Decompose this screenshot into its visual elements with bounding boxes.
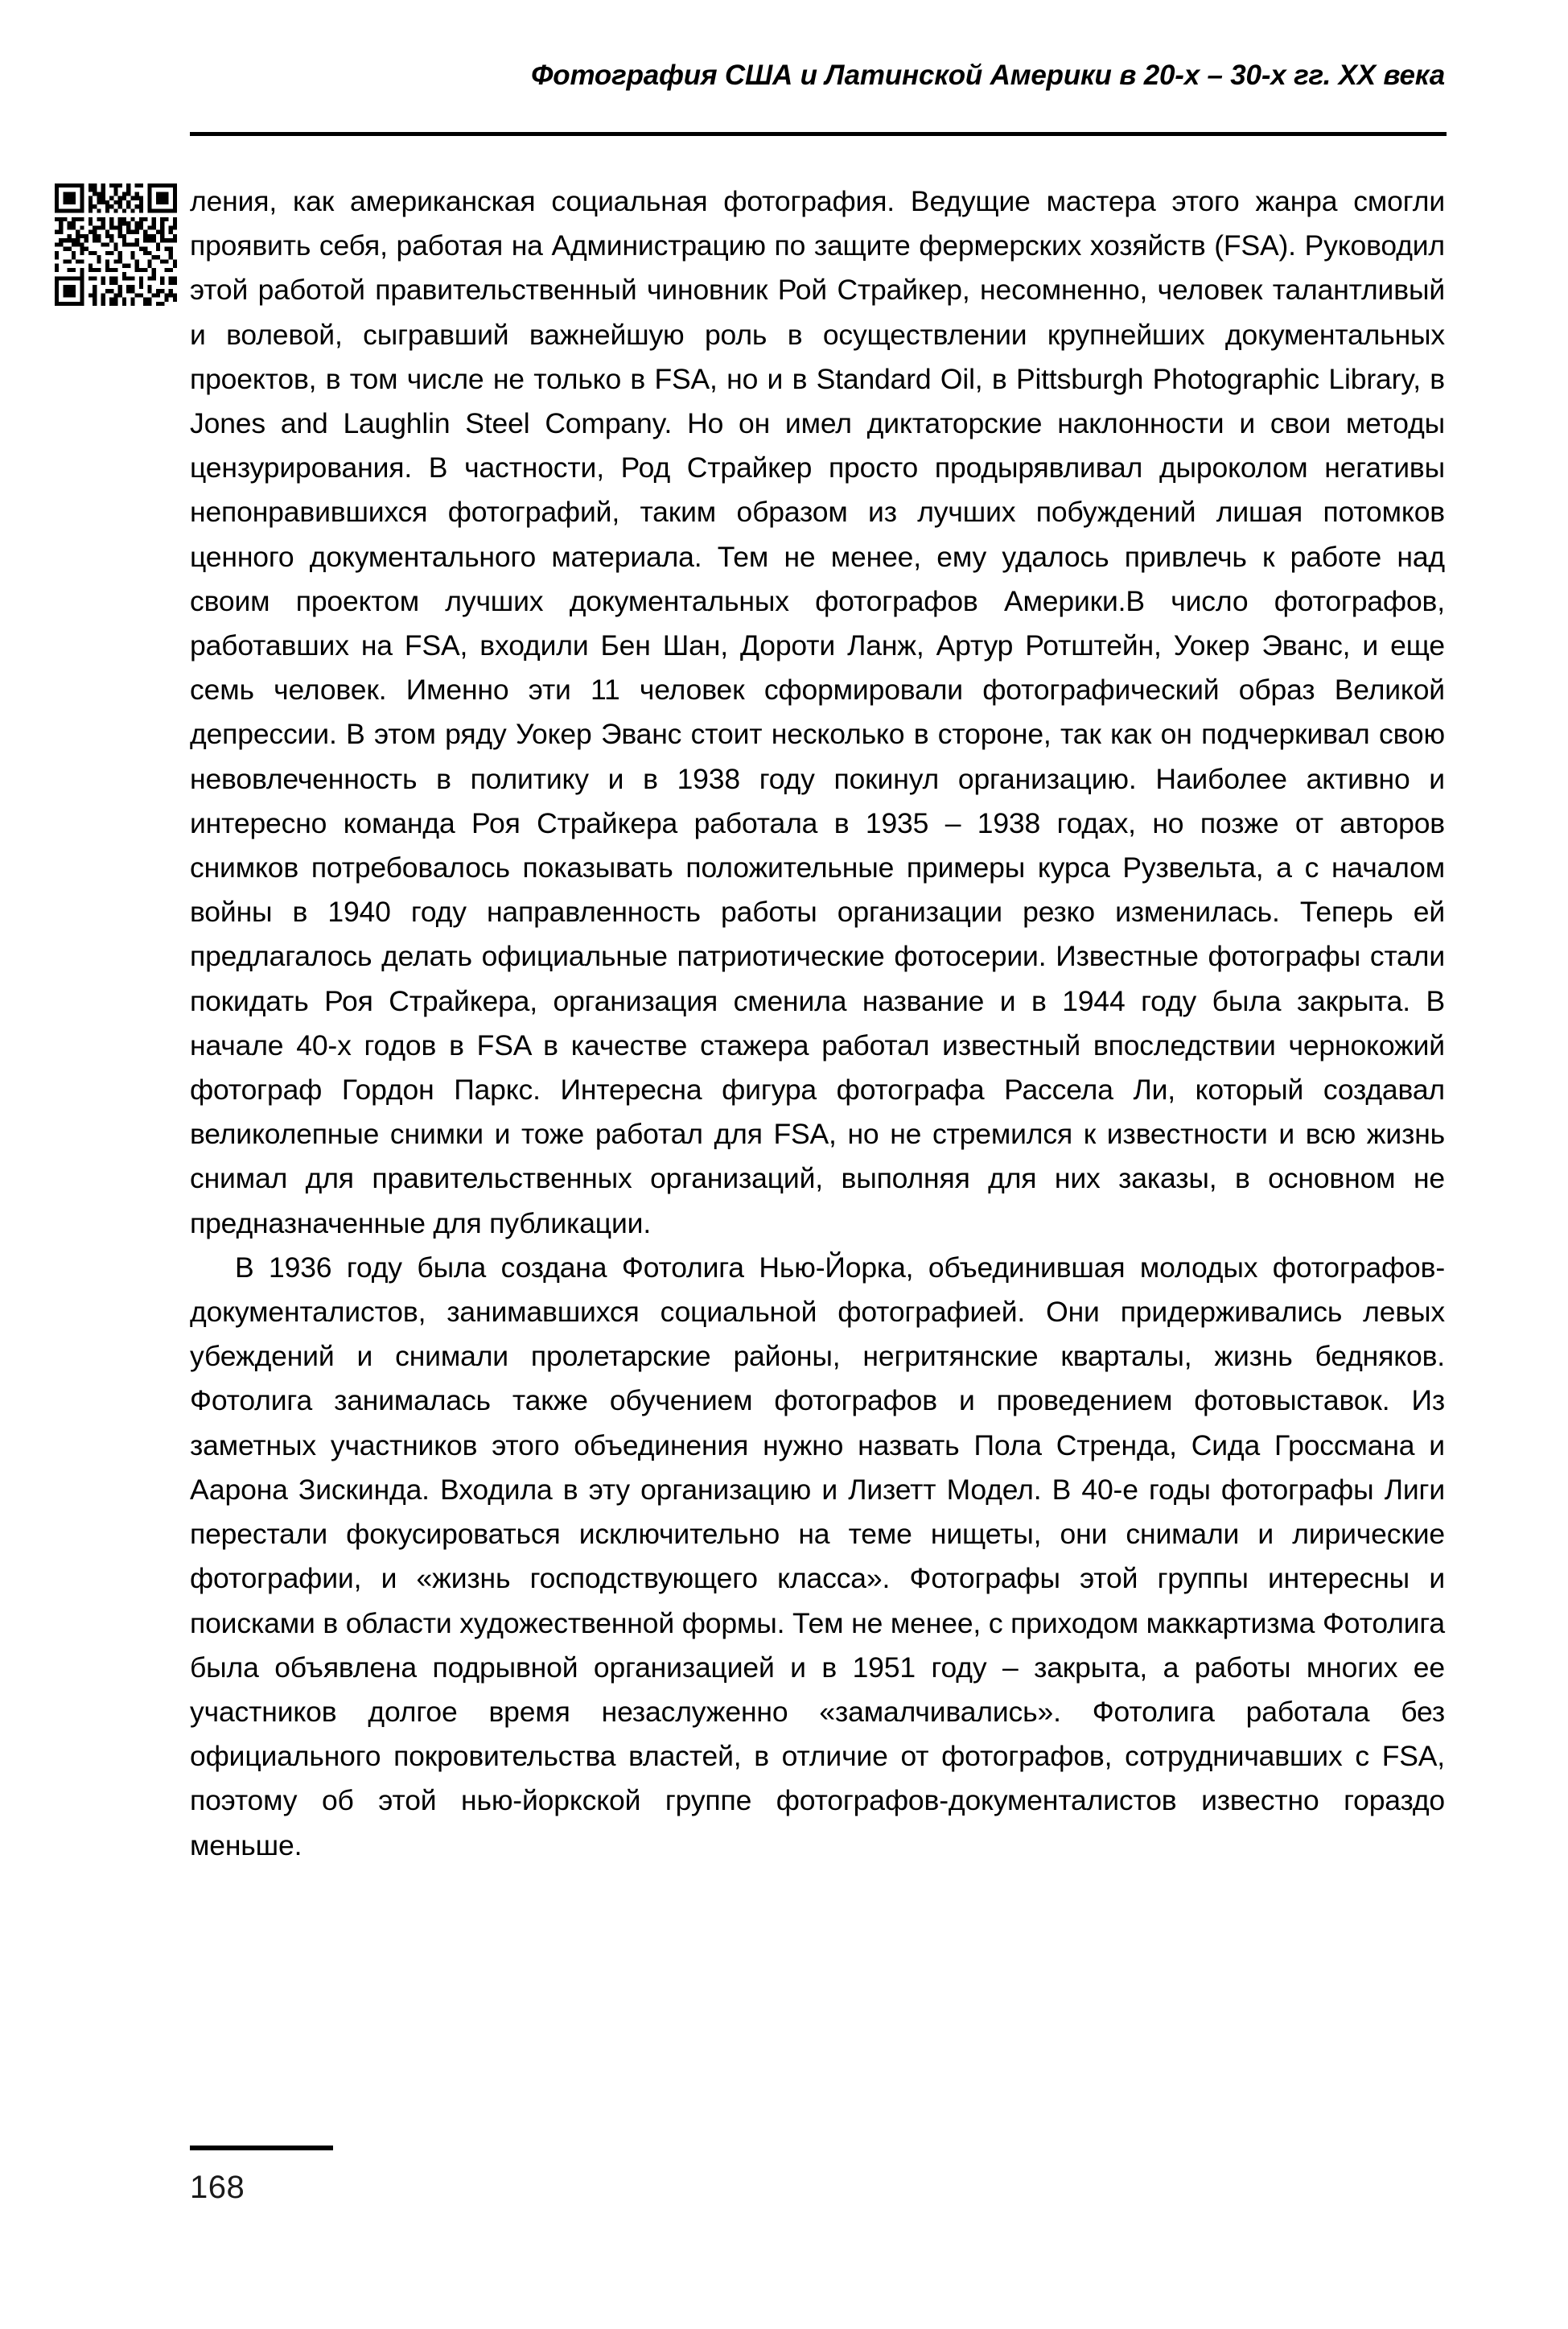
paragraph-1: ления, как американская социальная фотография. Ведущие мастера этого жанра смогли проявить себя, работая на Администрацию по защите фермерских хозяйств (FSA). Руководил этой работой правительственный чиновник Рой Страйкер, несомненно, человек талантливый и волевой, сыгравший важнейшую роль в осуществлении крупнейших документальных проектов, в том числе не только в FSA, но и в Standard Oil, в Pittsburgh Photographic Library, в Jones and Laughlin Steel Company. Но он имел диктаторские наклонности и свои методы цензурирования. В частности, Род Страйкер просто продырявливал дыроколом негативы непонравившихся фотографий, таким образом из лучших побуждений лишая потомков ценного документального материала. Тем не менее, ему удалось привлечь к работе над своим проектом лучших документальных фотографов Америки.В число фотографов, работавших на FSA, входили Бен Шан, Дороти Ланж, Артур Ротштейн, Уокер Эванс, и еще семь человек. Именно эти 11 человек сформировали фотографический образ Великой депрессии. В этом ряду Уокер Эванс стоит несколько в стороне, так как он подчеркивал свою невовлеченность в политику и в 1938 году покинул организацию. Наиболее активно и интересно команда Роя Страйкера работала в 1935 – 1938 годах, но позже от авторов снимков потребовалось показывать положительные примеры курса Рузвельта, а с началом войны в 1940 году направленность работы организации резко изменилась. Теперь ей предлагалось делать официальные патриотические фотосерии. Известные фотографы стали покидать Роя Страйкера, организация сменила название и в 1944 году была закрыта. В начале 40-х годов в FSA в качестве стажера работал известный впоследствии чернокожий фотограф Гордон Паркс. Интересна фигура фотографа Рассела Ли, который создавал великолепные снимки и тоже работал для FSA, но не стремился к известности и всю жизнь снимал для правительственных организаций, выполняя для них заказы, в основном не предназначенные для публикации. (190, 185, 1445, 1239)
paragraph-2: В 1936 году была создана Фотолига Нью-Йорка, объединившая молодых фотографов-документалистов, занимавшихся социальной фотографией. Они придерживались левых убеждений и снимали пролетарские районы, негритянские кварталы, жизнь бедняков. Фотолига занималась также обучением фотографов и проведением фотовыставок. Из заметных участников этого объединения нужно назвать Пола Стренда, Сида Гроссмана и Аарона Зискинда. Входила в эту организацию и Лизетт Модел. В 40-е годы фотографы Лиги перестали фокусироваться исключительно на теме нищеты, они снимали и лирические фотографии, и «жизнь господствующего класса». Фотографы этой группы интересны и поисками в области художественной формы. Тем не менее, с приходом маккартизма Фотолига была объявлена подрывной организацией и в 1951 году – закрыта, а работы многих ее участников долгое время незаслуженно «замалчивались». Фотолига работала без официального покровительства властей, в отличие от фотографов, сотрудничавших с FSA, поэтому об этой нью-йоркской группе фотографов-документалистов известно гораздо меньше. (190, 1251, 1445, 1861)
running-head: Фотография США и Латинской Америки в 20-х – 30-х гг. XX века (531, 60, 1445, 91)
qr-code[interactable] (55, 183, 177, 306)
header-rule (190, 132, 1447, 136)
footer-rule (190, 2146, 333, 2150)
body-text-column (190, 179, 1445, 1868)
page-number: 168 (190, 2170, 245, 2205)
